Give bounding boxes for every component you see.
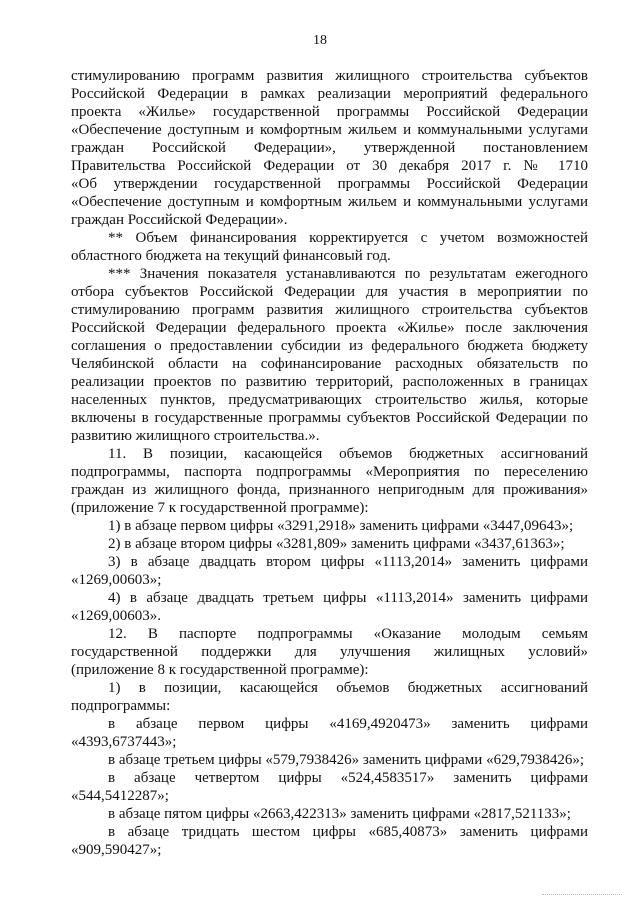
text-line: отбора субъектов Российской Федерации для участия в мероприятии по [71, 284, 588, 300]
text-line: «Об утверждении государственной программы Российской Федерации [71, 176, 588, 192]
text-line: «909,590427»; [71, 842, 162, 858]
text-line: Российской Федерации в рамках реализации мероприятий федерального [71, 86, 588, 102]
text-line: включены в государственные программы субъектов Российской Федерации по [71, 410, 588, 426]
text-line: граждан Российской Федерации». [71, 212, 288, 228]
text-line: в абзаце пятом цифры «2663,422313» заменить цифрами «2817,521133»; [108, 806, 571, 822]
text-line: в абзаце тридцать шестом цифры «685,40873» заменить цифрами [108, 824, 588, 840]
text-line: «Обеспечение доступным и комфортным жильем и коммунальными услугами [71, 194, 588, 210]
text-line: 1) в позиции, касающейся объемов бюджетных ассигнований [108, 680, 588, 696]
text-line: стимулированию программ развития жилищного строительства субъектов [71, 68, 588, 84]
text-line: Правительства Российской Федерации от 30 декабря 2017 г. № 1710 [71, 158, 588, 174]
text-line: (приложение 7 к государственной программе): [71, 500, 369, 516]
text-line: 3) в абзаце двадцать втором цифры «1113,2014» заменить цифрами [108, 554, 588, 570]
text-line: подпрограммы: [71, 698, 171, 714]
text-line: ** Объем финансирования корректируется с учетом возможностей [108, 230, 588, 246]
text-line: «544,5412287»; [71, 788, 169, 804]
text-line: подпрограммы, паспорта подпрограммы «Мероприятия по переселению [71, 464, 588, 480]
text-line: «Обеспечение доступным и комфортным жильем и коммунальными услугами [71, 122, 588, 138]
text-line: 12. В паспорте подпрограммы «Оказание молодым семьям [108, 626, 588, 642]
text-line: в абзаце первом цифры «4169,4920473» заменить цифрами [108, 716, 588, 732]
text-line: 1) в абзаце первом цифры «3291,2918» заменить цифрами «3447,09643»; [108, 518, 574, 534]
text-line: соглашения о предоставлении субсидии из федерального бюджета бюджету [71, 338, 588, 354]
text-line: (приложение 8 к государственной программе): [71, 662, 369, 678]
text-line: Челябинской области на софинансирование расходных обязательств по [71, 356, 588, 372]
text-line: областного бюджета на текущий финансовый год. [71, 248, 391, 264]
text-line: 2) в абзаце втором цифры «3281,809» заменить цифрами «3437,61363»; [108, 536, 565, 552]
text-line: Российской Федерации федерального проекта «Жилье» после заключения [71, 320, 588, 336]
text-line: граждан Российской Федерации», утвержденной постановлением [71, 140, 588, 156]
document-body [71, 67, 588, 859]
text-line: *** Значения показателя устанавливаются по результатам ежегодного [108, 266, 588, 282]
text-line: 4) в абзаце двадцать третьем цифры «1113,2014» заменить цифрами [108, 590, 588, 606]
text-line: «4393,6737443»; [71, 734, 177, 750]
text-line: «1269,00603». [71, 608, 161, 624]
text-line: населенных пунктов, предусматривающих строительство жилья, которые [71, 392, 588, 408]
text-line: реализации проектов по развитию территорий, расположенных в границах [71, 374, 588, 390]
scan-artifact [542, 892, 622, 895]
text-line: граждан из жилищного фонда, признанного непригодным для проживания» [71, 482, 588, 498]
text-line: в абзаце третьем цифры «579,7938426» заменить цифрами «629,7938426»; [108, 752, 584, 768]
text-line: государственной поддержки для улучшения жилищных условий» [71, 644, 588, 660]
text-line: развитию жилищного строительства.». [71, 428, 320, 444]
text-line: проекта «Жилье» государственной программы Российской Федерации [71, 104, 588, 120]
text-line: стимулированию программ развития жилищного строительства субъектов [71, 302, 588, 318]
text-line: «1269,00603»; [71, 572, 162, 588]
page-number: 18 [313, 33, 327, 48]
text-line: в абзаце четвертом цифры «524,4583517» заменить цифрами [108, 770, 588, 786]
text-line: 11. В позиции, касающейся объемов бюджетных ассигнований [108, 446, 588, 462]
